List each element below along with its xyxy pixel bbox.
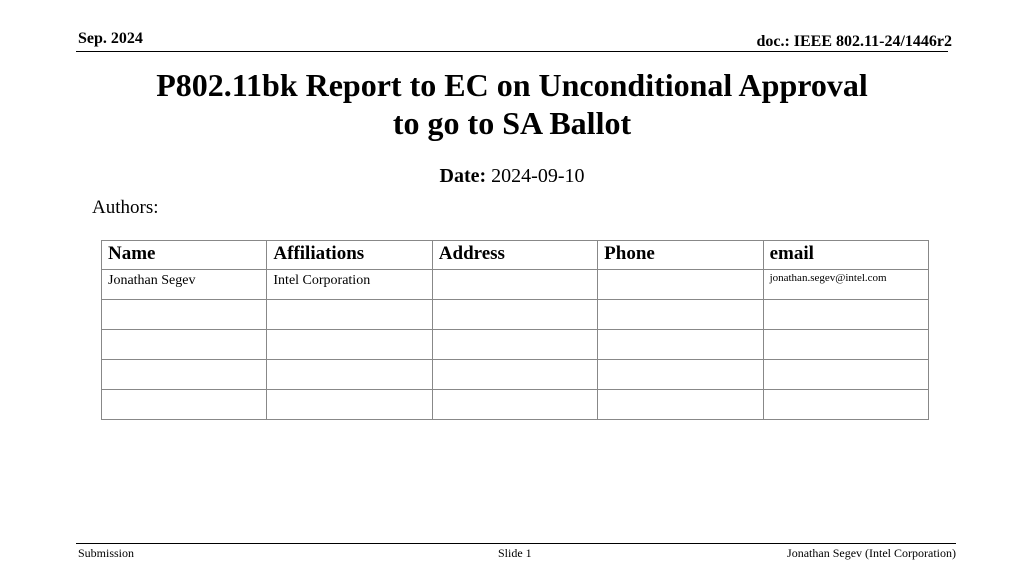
date-value: 2024-09-10	[486, 165, 585, 187]
cell-name	[102, 330, 267, 360]
cell-phone	[598, 360, 763, 390]
column-header-name: Name	[102, 241, 267, 270]
column-header-address: Address	[432, 241, 597, 270]
table-row	[102, 270, 929, 300]
cell-affiliation	[267, 390, 432, 420]
date-label: Date:	[439, 165, 487, 187]
cell-phone	[598, 270, 763, 300]
footer-divider	[76, 543, 956, 544]
date-line	[0, 165, 1024, 188]
table-row	[102, 360, 929, 390]
header-date: Sep. 2024	[78, 30, 143, 47]
footer-submission: Submission	[78, 546, 135, 560]
cell-name	[102, 390, 267, 420]
table-row	[102, 300, 929, 330]
table-row	[102, 330, 929, 360]
slide-title	[82, 66, 942, 142]
cell-email: jonathan.segev@intel.com	[763, 270, 928, 300]
cell-address	[432, 390, 597, 420]
column-header-phone: Phone	[598, 241, 763, 270]
cell-name: Jonathan Segev	[102, 270, 267, 300]
cell-affiliation	[267, 330, 432, 360]
cell-email	[763, 360, 928, 390]
cell-address	[432, 270, 597, 300]
cell-phone	[598, 390, 763, 420]
table-row	[102, 390, 929, 420]
cell-affiliation	[267, 300, 432, 330]
authors-table	[101, 240, 929, 420]
column-header-email: email	[763, 241, 928, 270]
cell-email	[763, 300, 928, 330]
cell-phone	[598, 300, 763, 330]
cell-phone	[598, 330, 763, 360]
slide-title-line-2: to go to SA Ballot	[392, 105, 632, 141]
cell-address	[432, 330, 597, 360]
footer-author: Jonathan Segev (Intel Corporation)	[787, 546, 956, 560]
cell-address	[432, 300, 597, 330]
column-header-affiliations: Affiliations	[267, 241, 432, 270]
table-header-row	[102, 241, 929, 270]
cell-address	[432, 360, 597, 390]
footer-slide-number: Slide 1	[498, 546, 532, 560]
slide-title-line-1: P802.11bk Report to EC on Unconditional Approval	[156, 67, 868, 103]
cell-affiliation: Intel Corporation	[267, 270, 432, 300]
header-divider	[76, 51, 948, 52]
cell-name	[102, 300, 267, 330]
cell-email	[763, 330, 928, 360]
authors-label: Authors:	[92, 197, 159, 218]
cell-affiliation	[267, 360, 432, 390]
header-doc-id: doc.: IEEE 802.11-24/1446r2	[756, 33, 952, 50]
cell-name	[102, 360, 267, 390]
cell-email	[763, 390, 928, 420]
